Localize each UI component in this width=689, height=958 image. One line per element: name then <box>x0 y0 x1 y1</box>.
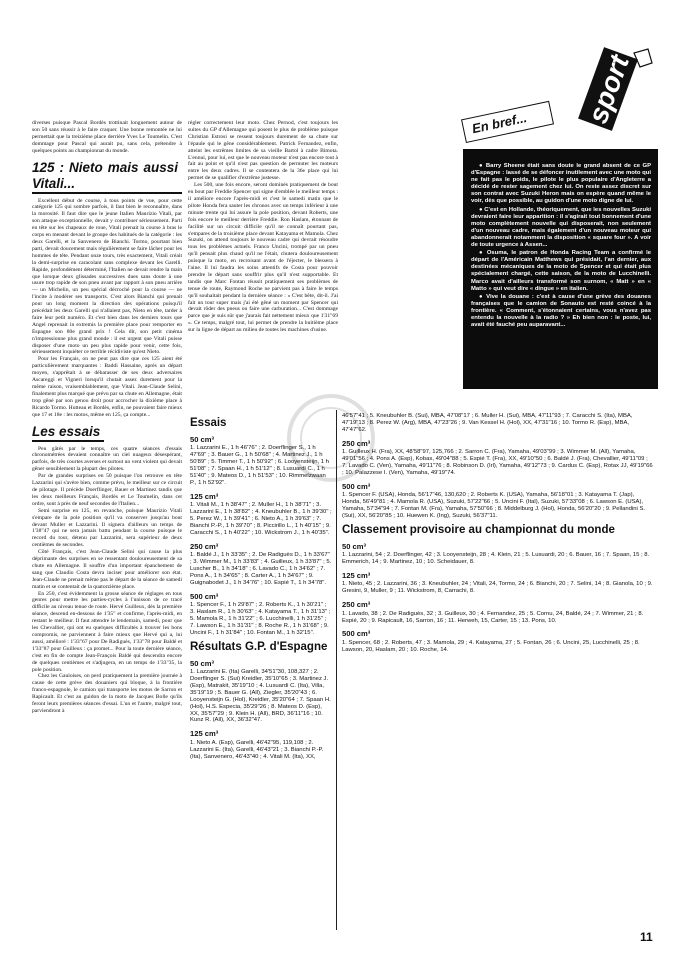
paragraph: Côté Français, c'est Jean-Claude Selini qui cause la plus déprimante des surprises en se ressentant douloureusement de sa chute en Allemagne. Il souffre d'un important épanchement de sang que Claudio Costa devra inciser pour améliorer son état. Jean-Claude ne prenait même pas le départ de la séance de samedi matin et se contentait de la quatorzième place. <box>32 549 182 590</box>
results-text: 1. Guilleux H. (Fra), XX, 48'58"97, 125,766 ; 2. Sarron C. (Fra), Yamaha, 49'03"99 ; 3. Wimmer M. (All), Yamaha, 49'01"56 ; 4. Pons A. (Esp), Kobas, 49'04"88 ; 5. Espié T. (Fra), XX, 49'10"50 ; 6. Baldé J. (Fra), Chevallier, 49'11"09 ; 7. Lavado C. (Ven), Yamaha, 49'11"76 ; 8. Robinson D. (Irl), Yamaha, 49'12"73 ; 9. Cardus C. (Esp), Rotax JJ, 49'19"66 ; 10. Palazzese I. (Ven), Yamaha, 49'19"74. <box>342 449 653 476</box>
paragraph: En 250, c'est évidemment la grosse séance de réglages en tous genres pour mettre les parties-cycles à l'unisson de ce tracé difficile au niveau tenue de route. Hervé Guilleux, dès la première séance, descend en-dessous de 1'35" et confirme, l'après-midi, en restant le meilleur. Il faut attendre le lendemain, samedi, pour que les Chevallier, qui ont eu quelques difficultés à trouver les bons compromis, ne parviennent à faire mieux que Hervé qui a, lui aussi, amélioré : 1'33"67 pour De Radiguès, 1'33"78 pour Baldé et 1'33"87 pour Guilleux : ça promet... Pour la toute dernière séance, c'est en fin de compte Jean-François Baldé qui descendra encore de quelques centièmes et s'adjugera, en un temps de 1'33"35, la pole position. <box>32 590 182 673</box>
en-bref-box <box>463 149 658 389</box>
paragraph: Semi surprise en 125, en revanche, puisque Maurizio Vitali s'empare de la pole position qu'il va conserver jusqu'au bout devant Muller et Lazzarini. Il signera d'ailleurs un temps de 1'38"47 qui ne sera jamais battu pendant la course puisque le record du tour, détenu par Lazzarini, sera supérieur de deux centièmes de secondes. <box>32 507 182 549</box>
en-bref-item: ● Vive la douane : c'est à cause d'une grève des douanes françaises que le camion de Sonauto est resté coincé à la frontière. « Comment, s'étonnaient certains, vous n'avez pas entendu la nouvelle à la radio ? » Eh bien non : le poste, lui, avait été fauché peu auparavant... <box>471 293 651 329</box>
class-label: 250 cm³ <box>342 600 371 610</box>
results-text: 1. Lazzarini E. (Ita) Garelli, 34'51"30, 108,327 ; 2. Doerflinger S. (Sui) Kreidler, 35'10"65 ; 3. Martinez J. (Esp), Matrakit, 35'19"10 ; 4. Lusuardi C. (Ita), Villa, 35'19"19 ; 5. Bauer G. (All), Ziegler, 35'20"43 ; 6. Looyensteijn G. (Hol), Kreidler, 35'20"64 ; 7. Spaan H. (Hol), H.S. Especia, 35'29"26 ; 8. Mateos D. (Esp), XX, 35'57"29 ; 9. Klein H. (All), BRD, 36'11"16 ; 10. Kunz R. (All), XX, 36'32"47. <box>190 669 331 724</box>
paragraph: Pour les Français, on ne peut pas dire que ces 125 aient été particulièrement marquantes : Baddi Hassaine, après un départ moyen, s'apprêtait à se débarasser de ses deux adversaires Ascareggi et Vigneri lorsqu'il chutait assez durement pour la même raison, vraisemblablement, que Vitali. Jean-Claude Selini, finalement plus marqué que prévu par sa chute en Allemagne, était trop gêné par son genou droit pour accrocher la dixième place à Ricardo Tormo. Hutteau et Bordès, enfin, ne pouvaient faire mieux que 17 et 18e : les motos, même en 125, ça compte... <box>32 356 182 418</box>
results-text: 1. Spencer, 68 ; 2. Roberts, 47 ; 3. Mamola, 29 ; 4. Katayama, 27 ; 5. Fontan, 26 ; 6. Uncini, 25, Lucchinelli, 25 ; 8. Lawson, 20, Haslam, 20 ; 10. Roche, 14. <box>342 639 640 653</box>
paragraph: Peu gâtés par le temps, ces quatre séances d'essais chronométrées devaient connaître un ciel nuageux désespérant, parfois, de très courtes averses et surtout un vent violent qui devait gêner sensiblement la plupart des pilotes. <box>32 445 182 473</box>
column-1 <box>32 120 182 945</box>
essais-title: Essais <box>190 417 227 429</box>
sport-logo-text: sport <box>581 50 636 128</box>
class-label: 50 cm³ <box>190 435 215 444</box>
class-label: 250 cm³ <box>342 438 371 448</box>
column-separator <box>336 410 337 930</box>
results-text: 1. Nieto A. (Esp), Garelli, 46'42"95, 119,108 ; 2. Lazzarini E. (Ita), Garelli, 46'43"21 ; 3. Bianchi P.-P. (Ita), Sanvenero, 46'43"40 ; 4. Vitali M. (Ita), XX, <box>190 739 324 760</box>
paragraph: Chez les Gauloises, on perd pratiquement la première journée à cause de cette grève des douaniers qui bloque, à la frontière franco-espagnole, le camion qui transporte les motos de Sarron et Rapicault. Et c'est au guidon de la moto de Jacques Bolle qu'ils feront leurs premières séances d'essai. L'un et l'autre, malgré tout, parviendront à <box>32 673 182 714</box>
results-text: 1. Lazzarini E., 1 h 46'76" ; 2. Doerflinger S., 1 h 47'69" ; 3. Bauer G., 1 h 50'68" ; 4. Martinez J., 1 h 50'89" ; 5. Timmer T., 1 h 50'92" ; 6. Looyensteijn, 1 h 51'08" ; 7. Spaan H., 1 h 51'12" ; 8. Lusuardi C., 1 h 51'40" ; 9. Mateos D., 1 h 51'53" ; 10. Rimmelzwaan P., 1 h 52'92". <box>190 445 329 486</box>
intro-paragraph: diverses puisque Pascal Bordès trottinait longuement autour de son 50 sans réussir à le faire craquer. Une bonne remontée ne lui permettait que la treizième place derrière Yves Le Toumelin. C'est dommage pour Pascal qui aurait pu, sans cela, prétendre à quelques points au championnat du monde. <box>32 120 182 154</box>
results-text: 1. Nieto, 45 ; 2. Lazzarini, 36 ; 3. Kneubuhler, 24 ; Vitali, 24, Tormo, 24 ; 6. Bianchi, 20 ; 7. Selini, 14 ; 8. Gianola, 10 ; 9. Gresini, 9, Muller, 9 ; 11. Wickstrom, 8, Carrachi, 8. <box>342 581 653 595</box>
class-label: 500 cm³ <box>342 629 371 639</box>
class-label: 125 cm³ <box>190 491 219 501</box>
column-2 <box>188 120 338 405</box>
paragraph: Par de grandes surprises en 50 puisque l'on retrouve en tête Lazzarini qui s'avère bien, comme prévu, le meilleur sur ce circuit de pilotage. Il précède Doerflinger, Bauer et Martinez tandis que les deux meilleurs Français, Bordès et Le Toumelin, dans cet ordre, sont à près de neuf secondes de l'Italien... <box>32 473 182 507</box>
results-text: 1. Spencer F., 1 h 29'87" ; 2. Roberts K., 1 h 30'21" ; 3. Haslam R., 1 h 30'63" ; 4. Katayama T., 1 h 31'13" ; 5. Mamola R., 1 h 31'22" ; 6. Lucchinelli, 1 h 31'25" ; 7. Lawson E., 1 h 31'31" ; 8. Roche R., 1 h 31'68" ; 9. Uncini F., 1 h 31'84" ; 10. Fontan M., 1 h 32'15". <box>190 602 331 636</box>
results-right <box>342 413 654 933</box>
class-label: 250 cm³ <box>190 541 219 551</box>
en-bref-header: En bref... <box>461 101 554 143</box>
paragraph: Les 500, une fois encore, seront dominés pratiquement de bout en bout par Freddie Spencer qui signe d'emblée le meilleur temps : il améliore encore l'après-midi et c'est le samedi matin que le pilote Honda fera sauter les chronos avec un temps inférieur à une minute trente qui lui assure la pole position, devant Roberts, une fois encore le meilleur derrière Freddie. Ron Haslam, étonnant de facilité sur un circuit difficile qu'il ne connaît pourtant pas, s'empares de la troisième place devant Katayama et Mamola. Chez Suzuki, on attend toujours le nouveau cadre qui devrait résoudre tous les problèmes actuels. Franco Uncini, trompé par un pneu qu'il pensait plus chaud qu'il ne l'était, chutera douloureusement puisque la moto, en recroisant avant de l'éjecter, le blessera à l'aine. Il lui faudra les soins attentifs de Costa pour pouvoir prendre le départ sans souffrir plus qu'il n'est supportable. Et tandis que Marc Fontan réussit pratiquement ses problèmes de tenue de route, Raymond Roche ne parvient pas à faire le temps qu'il souhaitait pendant la dernière séance : « C'est bête, dit-il. J'ai fait un tour super mais j'ai été gêné un moment par Spencer qui devait rôder des pneus ou faire une carburation... C'est dommage parce que je suis sûr que j'aurais fait nettement mieux que 1'31"69 ». Ce temps, malgré tout, lui permet de prendre la huitième place sur la ligne de départ au milieu de toutes les machines d'usine. <box>188 182 338 334</box>
results-left <box>190 413 332 943</box>
class-label: 50 cm³ <box>342 541 367 551</box>
gp-results-title: Résultats G.P. d'Espagne <box>190 640 328 653</box>
paragraph: Excellent début de course, à tous points de vue, pour cette catégorie 125 qui sombre parfois, il faut bien le reconnaître, dans la morosité. Il faut dire que le jeune Italien Maurizio Vitali, par son attaque exceptionnelle, devait y contribuer sérieusement. Parti en tête sur les chapeaux de roue, Vitali prenait la course à bras le corps en menant devant le groupe des habitués de la catégorie : les deux Garelli, et la Sanvenero de Bianchi. Tormo, pourtant bien parti, devait doucement mais régulièrement se faire lâcher pour les hommes de tête. Pendant onze tours, très exactement, Vitali créait la demi-surprise en caracolant sans complexe devant les Garelli. Rapide, profondément déterminé, l'Italien ne devait rendre la main que lorsque deux glissades successives dues sans doute à une usure trop rapide de son pneu avant par rapport à son pneu arrière — un Michelin, un peu spécial décroché pour la course — ne l'incite à modérer ses transports. C'est alors Bianchi qui prenait pour un long moment la direction des opérations puisqu'il précédait les deux Garelli qui n'allaient pas, Nieto en tête, tarder à faire leur petit numéro. Et c'est bien dans les derniers tours que Angel reprenait in extremis la première place pour remporter en Espagne son 80e grand prix ! Cela dit, son petit cinéma n'impressionne plus grand monde : il est urgent que Vitali puisse disposer d'une moto un peu plus rapide pour venir, cette fois, sérieusement inquiéter ce terrible récidiviste qu'est Nieto. <box>32 197 182 356</box>
class-label: 125 cm³ <box>342 571 371 580</box>
page-number: 11 <box>640 930 653 944</box>
results-text: 1. Spencer F. (USA), Honda, 56'17"46, 130,620 ; 2. Roberts K. (USA), Yamaha, 56'18"01 ; 3. Katayama T. (Jap), Honda, 56'49"81 ; 4. Mamola R. (USA), Suzuki, 57'22"66 ; 5. Uncini F. (Ital), Suzuki, 57'33"08 ; 6. Lawson E. (USA), Yamaha, 57'34"94 ; 7. Fontan M. (Fra), Yamaha, 57'50"66 ; 8. Middelburg J. (Hol), Honda, 56'20"20 ; 9. Pellandini S. (Sui), XX, 56'20"85 ; 10. Huewen K. (Ing), Suzuki, 56'37"11. <box>342 492 646 519</box>
results-text: 1. Vitali M., 1 h 38'47" ; 2. Muller H., 1 h 38'71" ; 3. Lazzarini E., 1 h 38'82" ; 4. Kneubuhler B., 1 h 39'30" ; 5. Perez W., 1 h 39'41" ; 6. Nieto A., 1 h 39'63" ; 7. Bianchi P.-P., 1 h 39'70" ; 8. Piccirillo L., 1 h 40'15" ; 9. Caracchi S., 1 h 40'22" ; 10. Wickstrom J., 1 h 40'35". <box>190 502 332 536</box>
results-text: 1. Baldé J., 1 h 33'35" ; 2. De Radiguès D., 1 h 33'67" ; 3. Wimmer M., 1 h 33'83" ; 4. Guilleux, 1 h 33'87" ; 5. Luscher B., 1 h 34'18" ; 6. Lavado C., 1 h 34'62" ; 7. Pons A., 1 h 34'65" ; 8. Carter A., 1 h 34'67" ; 9. Guignabodet J., 1 h 34'76" ; 10. Espié T., 1 h 34'78". <box>190 552 332 586</box>
sport-logo <box>562 45 654 133</box>
section-heading-125: 125 : Nieto mais aussi Vitali... <box>32 160 182 194</box>
class-label: 125 cm³ <box>190 729 219 739</box>
section-heading-essais: Les essais <box>32 424 104 442</box>
class-label: 500 cm³ <box>190 591 219 601</box>
paragraph: régler correctement leur moto. Chez Pernod, c'est toujours les suites du GP d'Allemagne qui posent le plus de problème puisque Christian Estrosi se ressent toujours durement de sa chute sur l'épaule qui le gêne considérablement. Patrick Fernandez, enfin, atteint les extrêmes limites de sa vieille Bartol à cadre Bimota. L'ennui, pour lui, est que le nouveau moteur n'est pas encore tout à fait au point et qu'il n'est pas question de permuter les moteurs entre les deux cadres. Il se contentera de la 36e place qui lui permet de se qualifier d'extrême justesse. <box>188 120 338 182</box>
en-bref-item: ● Osuma, le patron de Honda Racing Team a confirmé le départ de l'Américain Matthews qui présidait, l'an dernier, aux destinées mécaniques de la moto de Spencer et qui était plus spécialement chargé, cette saison, de la moto de Lucchinelli. Marco avait d'ailleurs transformé son surnom, « Matt » en « Matto » qui veut dire « dingue » en italien. <box>471 250 651 292</box>
en-bref-text <box>471 163 651 330</box>
class-label: 50 cm³ <box>190 658 215 668</box>
class-label: 500 cm³ <box>342 481 371 491</box>
results-text: 46'57"41 ; 5. Kneubuhler B. (Sui), MBA, 47'08"17 ; 6. Muller H. (Sui), MBA, 47'11"93 ; 7. Caracchi S. (Ita), MBA, 47'19"13 ; 8. Perez W. (Arg), MBA, 47'23"26 ; 9. Van Kessel H. (Hol), XX, 47'31"16 ; 10. Tormo R. (Esp), MBA, 47'47"62. <box>342 413 633 433</box>
championship-title: Classement provisoire au championnat du monde <box>342 523 615 536</box>
en-bref-item: ● C'est en Hollande, théoriquement, que les nouvelles Suzuki devraient faire leur apparition : il s'agirait tout bonnement d'une moto complètement nouvelle qui disposerait, non seulement d'un nouveau cadre, mais également d'un nouveau moteur qui abandonnerait notamment la disposition « square four ». A voir de toute urgence à Assen... <box>471 206 651 249</box>
results-text: 1. Lazzarini, 54 ; 2. Doerflinger, 42 ; 3. Looyensteijn, 28 ; 4. Klein, 21 ; 5. Lusuardi, 20 ; 6. Bauer, 16 ; 7. Spaan, 15 ; 8. Emmerich, 14 ; 9. Martinez, 10 ; 10. Scheidauer, 8. <box>342 552 650 566</box>
results-text: 1. Lavado, 38 ; 2. De Radiguès, 32 ; 3. Guilleux, 30 ; 4. Fernandez, 25 ; 5. Cornu, 24, Baldé, 24 ; 7. Wimmer, 21 ; 8. Espié, 20 ; 9. Rapicault, 16, Sarron, 16 ; 11. Herweh, 15, Carter, 15 ; 13. Pons, 10. <box>342 610 644 624</box>
en-bref-item: ● Barry Sheene était sans doute le grand absent de ce GP d'Espagne : lassé de se défoncer inutilement avec une moto qui ne fait pas le poids, le pilote le plus populaire d'Angleterre a décidé de rester sagement chez lui. On reste assez discret sur son contrat avec Suzuki Heron mais on espère quand même le voir, dès que possible, au guidon d'une moto digne de lui. <box>471 163 651 205</box>
